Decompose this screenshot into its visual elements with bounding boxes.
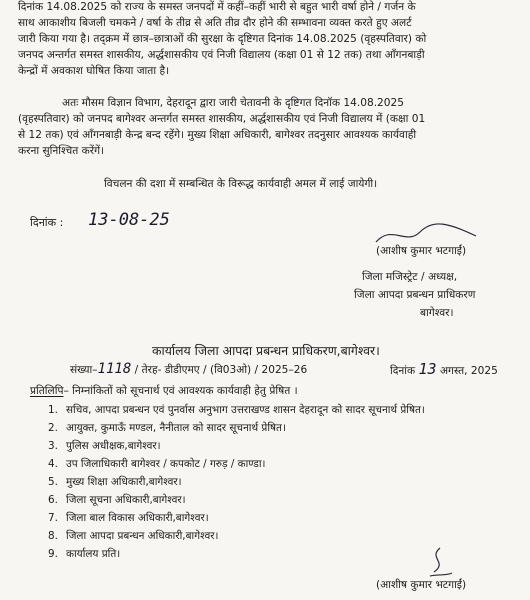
body-line-5: केन्द्रों में अवकाश घोषित किया जाता है। (18, 65, 170, 77)
date-label: दिनांक : (30, 216, 64, 229)
ref-label: संख्या– (70, 364, 98, 376)
body-line-1: दिनांक 14.08.2025 को राज्य के समस्त जनपदों में कहीं–कहीं भारी से बहुत भारी वर्षा होने / गर्जन के (18, 1, 416, 13)
recipient-item: 5. मुख्य शिक्षा अधिकारी,बागेश्वर। (48, 476, 182, 488)
recipient-item: 3. पुलिस अधीक्षक,बागेश्वर। (48, 440, 161, 452)
bottom-signature-mark (418, 546, 458, 582)
ref-date-day: 13 (418, 360, 437, 378)
signatory-title-2: जिला आपदा प्रबन्धन प्राधिकरण (354, 289, 476, 301)
recipient-item: 7. जिला बाल विकास अधिकारी,बागेश्वर। (48, 512, 209, 524)
signatory-place: बागेश्वर। (420, 307, 454, 319)
copy-rest: – निम्नांकितों को सूचनार्थ एवं आवश्यक कार्यवाही हेतु प्रेषित । (63, 385, 298, 397)
body-line-2: साथ आकाशीय बिजली चमकने / वर्षा के तीव्र से अति तीव्र दौर होने की सम्भावना व्यक्त करते हुए अलर्ट (18, 17, 412, 29)
signatory-title-1: जिला मजिस्ट्रेट / अध्यक्ष, (362, 271, 458, 283)
recipient-item: 9. कार्यालय प्रति। (48, 548, 121, 560)
recipient-item: 1. सचिव, आपदा प्रबन्धन एवं पुनर्वास अनुभाग उत्तराखण्ड शासन देहरादून को सादर सूचनार्थ प्रेषित। (48, 404, 425, 416)
date-handwritten: 13-08-25 (88, 210, 170, 230)
recipient-item: 6. जिला सूचना अधिकारी,बागेश्वर। (48, 494, 186, 506)
office-header: कार्यालय जिला आपदा प्रबन्धन प्राधिकरण,बागेश्वर। (152, 343, 380, 358)
recipient-item: 8. जिला आपदा प्रबन्धन अधिकारी,बागेश्वर। (48, 530, 219, 542)
ref-code: / तेरह- डीडीएमए / (वि03ओ) / 2025–26 (134, 364, 308, 376)
ref-number: 1118 (97, 361, 132, 377)
recipient-item: 2. आयुक्त, कुमाऊँ मण्डल, नैनीताल को सादर सूचनार्थ प्रेषित। (48, 422, 286, 434)
para3-line: विचलन की दशा में सम्बन्धित के विरूद्ध कार्यवाही अमल में लाई जायेगी। (104, 178, 378, 190)
copy-line (30, 384, 298, 398)
reference-line (70, 362, 307, 377)
ref-date (390, 362, 498, 378)
para2-line-3: से 12 तक) एवं आँगनबाड़ी केन्द्र बन्द रहेंगे। मुख्य शिक्षा अधिकारी, बागेश्वर तदनुसार आवश्यक कार्यवाही (18, 129, 417, 141)
body-line-4: जनपद अन्तर्गत समस्त शासकीय, अर्द्धशासकीय एवं निजी विद्यालय (कक्षा 01 से 12 तक) तथा आँगनबाड़ी (18, 49, 425, 61)
ref-date-label: दिनांक (390, 365, 416, 377)
signatory-name: (आशीष कुमार भटगाईं) (376, 245, 467, 257)
ref-date-rest: अगस्त, 2025 (439, 365, 498, 377)
para2-line-1: अतः मौसम विज्ञान विभाग, देहरादून द्वारा जारी चेतावनी के दृष्टिगत दिनॉक 14.08.2025 (62, 97, 405, 109)
para2-line-2: (वृहस्पतिवार) को जनपद बागेश्वर अन्तर्गत समस्त शासकीय, अर्द्धशासकीय एवं निजी विद्यालय में (कक्षा 01 (18, 113, 426, 125)
copy-word: प्रतिलिपि (30, 385, 64, 397)
bottom-signatory-name: (आशीष कुमार भटगाईं) (376, 579, 467, 591)
recipient-item: 4. उप जिलाधिकारी बागेश्वर / कपकोट / गरुड़ / काण्डा। (48, 458, 266, 470)
para2-line-4: करना सुनिश्चित करेंगें। (18, 145, 105, 157)
body-line-3: जारी किया गया है। तद्क्रम में छात्र–छात्राओं की सुरक्षा के दृष्टिगत दिनांक 14.08.2025 (वृहस्पतिवार) को (18, 33, 427, 45)
